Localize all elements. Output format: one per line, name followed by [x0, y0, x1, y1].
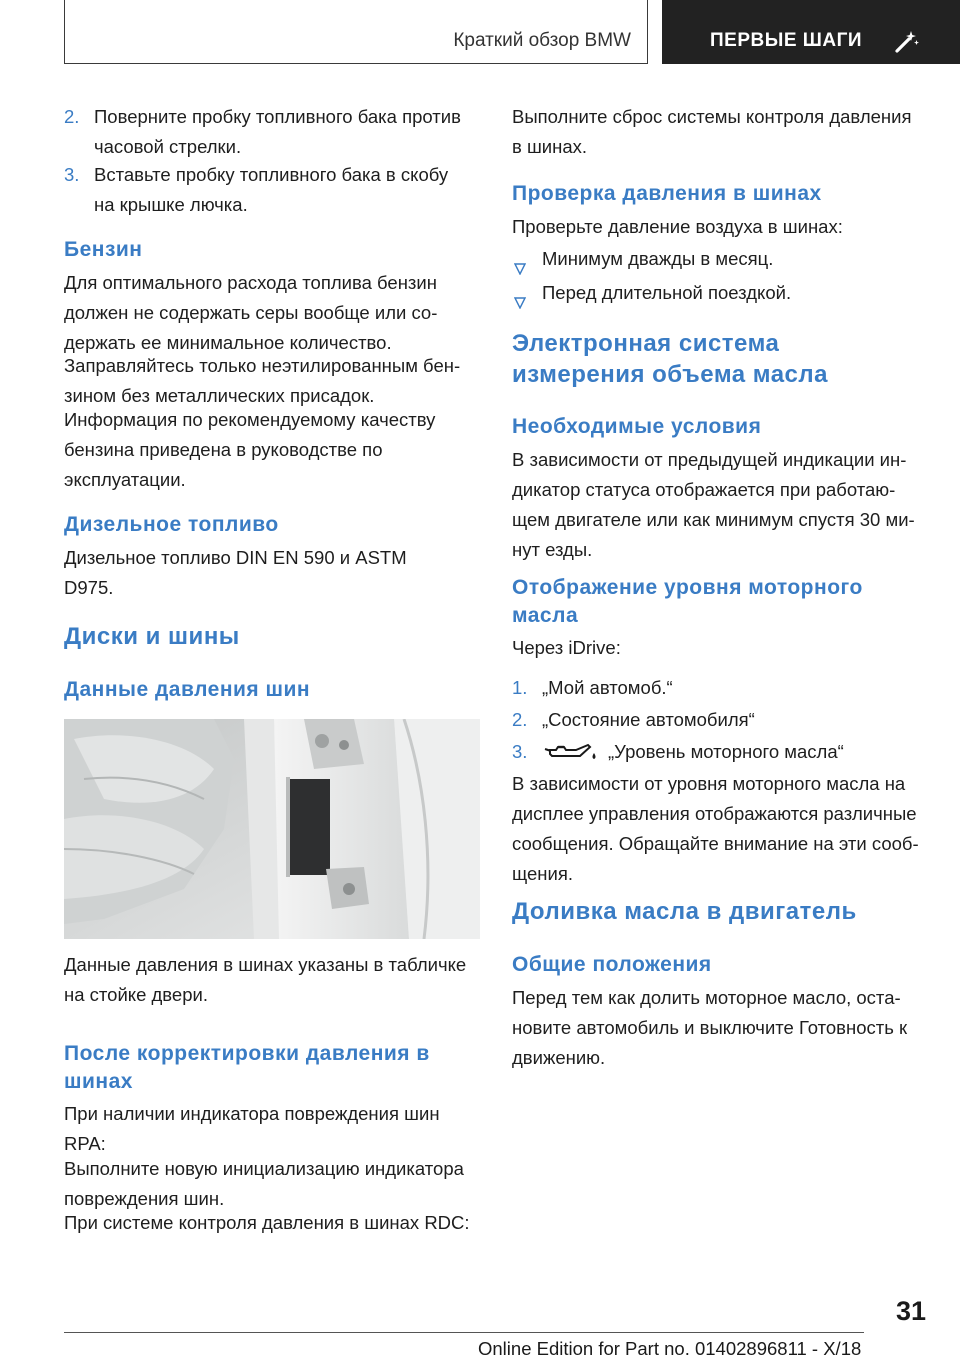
text-line: Для оптимального расхода топлива бензин [64, 272, 437, 293]
paragraph-pressure-label [64, 950, 466, 1010]
text-line: Выполните сброс системы контроля давления [512, 106, 912, 127]
text-line: нут езды. [512, 539, 593, 560]
text-line: Перед тем как долить моторное масло, оста- [512, 987, 901, 1008]
heading-diesel: Дизельное топливо [64, 513, 279, 536]
paragraph-via-idrive: Через iDrive: [512, 637, 621, 658]
text-line: Дизельное топливо DIN EN 590 и ASTM [64, 547, 407, 568]
text-line: В зависимости от предыдущей индикации ин- [512, 449, 907, 470]
paragraph-petrol-1 [64, 268, 437, 358]
paragraph-rdc-reset [512, 102, 911, 162]
step-text-line: Поверните пробку топливного бака против [94, 106, 461, 127]
text-line: на стойке двери. [64, 984, 208, 1005]
text-line: дисплее управления отображаются различные [512, 803, 917, 824]
page-number: 31 [896, 1296, 927, 1326]
heading-line: масла [512, 604, 579, 627]
list-item-check-2 [512, 278, 932, 308]
text-line: щем двигателе или как минимум спустя 30 ми- [512, 509, 915, 530]
oil-can-icon [542, 741, 598, 772]
heading-check-pressure: Проверка давления в шинах [512, 182, 822, 205]
list-item-text: Минимум дважды в месяц. [542, 248, 774, 269]
text-line: бензина приведена в руководстве по [64, 439, 383, 460]
paragraph-rpa-init [64, 1154, 464, 1214]
list-item-display-1 [512, 673, 932, 703]
text-line: эксплуатации. [64, 469, 186, 490]
text-line: держать ее минимальное количество. [64, 332, 392, 353]
heading-line: измерения объема масла [512, 361, 828, 388]
heading-general: Общие положения [512, 953, 712, 976]
heading-line: Отображение уровня моторного [512, 576, 863, 599]
text-line: Информация по рекомендуемому качеству [64, 409, 436, 430]
header-section-box [64, 0, 648, 64]
text-line: D975. [64, 577, 114, 598]
step-number: 3. [512, 741, 528, 762]
bullet-triangle-icon [514, 288, 526, 318]
step-text: „Уровень моторного масла“ [608, 741, 844, 762]
text-line: Заправляйтесь только неэтилированным бен- [64, 355, 461, 376]
paragraph-rpa [64, 1099, 440, 1159]
text-line: При наличии индикатора повреждения шин [64, 1103, 440, 1124]
text-line: зином без металлических присадок. [64, 385, 375, 406]
step-text-line: на крышке лючка. [94, 194, 248, 215]
text-line: При системе контроля давления в шинах RDC: [64, 1212, 470, 1233]
chapter-tab [662, 0, 960, 64]
text-line: RPA: [64, 1133, 106, 1154]
heading-after-correction [64, 1040, 430, 1096]
step-text: „Состояние автомобиля“ [542, 709, 755, 730]
paragraph-check: Проверьте давление воздуха в шинах: [512, 216, 843, 237]
list-item-step-2 [64, 102, 480, 164]
wand-icon [894, 28, 920, 59]
paragraph-rdc [64, 1208, 470, 1238]
footer-edition: Online Edition for Part no. 01402896811 - X/18 [478, 1338, 862, 1359]
step-text-line: часовой стрелки. [94, 136, 242, 157]
paragraph-oil-messages [512, 769, 919, 889]
paragraph-conditions [512, 445, 915, 565]
chapter-tab-label: ПЕРВЫЕ ШАГИ [710, 30, 863, 51]
heading-top-up-oil: Доливка масла в двигатель [512, 898, 857, 925]
paragraph-petrol-3 [64, 405, 435, 495]
heading-oil-measurement [512, 328, 828, 390]
text-line: движению. [512, 1047, 606, 1068]
heading-line: После корректировки давления в [64, 1042, 430, 1065]
text-line: новите автомобиль и выключите Готовность к [512, 1017, 908, 1038]
footer-divider [64, 1332, 864, 1333]
text-line: дикатор статуса отображается при работаю- [512, 479, 896, 500]
step-text-line: Вставьте пробку топливного бака в скобу [94, 164, 449, 185]
step-number: 2. [64, 106, 80, 127]
heading-display-oil-level [512, 574, 863, 630]
heading-petrol: Бензин [64, 238, 143, 261]
text-line: щения. [512, 863, 574, 884]
heading-wheels-tires: Диски и шины [64, 623, 240, 650]
text-line: Выполните новую инициализацию индикатора [64, 1158, 464, 1179]
text-line: в шинах. [512, 136, 588, 157]
text-line: В зависимости от уровня моторного масла на [512, 773, 906, 794]
heading-tire-pressure-data: Данные давления шин [64, 678, 311, 701]
door-pillar-photo [64, 719, 480, 939]
paragraph-petrol-2 [64, 351, 460, 411]
text-line: повреждения шин. [64, 1188, 225, 1209]
paragraph-diesel [64, 543, 407, 603]
heading-line: шинах [64, 1070, 133, 1093]
section-title: Краткий обзор BMW [453, 30, 631, 51]
list-item-display-2 [512, 705, 932, 735]
step-text: „Мой автомоб.“ [542, 677, 673, 698]
step-number: 1. [512, 677, 528, 698]
list-item-step-3 [64, 160, 480, 222]
list-item-display-3 [512, 737, 932, 767]
text-line: должен не содержать серы вообще или со- [64, 302, 438, 323]
paragraph-general [512, 983, 907, 1073]
text-line: Данные давления в шинах указаны в табличке [64, 954, 467, 975]
list-item-text: Перед длительной поездкой. [542, 282, 792, 303]
step-number: 3. [64, 164, 80, 185]
text-line: сообщения. Обращайте внимание на эти сооб- [512, 833, 919, 854]
heading-line: Электронная система [512, 330, 780, 357]
list-item-check-1 [512, 244, 932, 274]
heading-conditions: Необходимые условия [512, 415, 762, 438]
step-number: 2. [512, 709, 528, 730]
